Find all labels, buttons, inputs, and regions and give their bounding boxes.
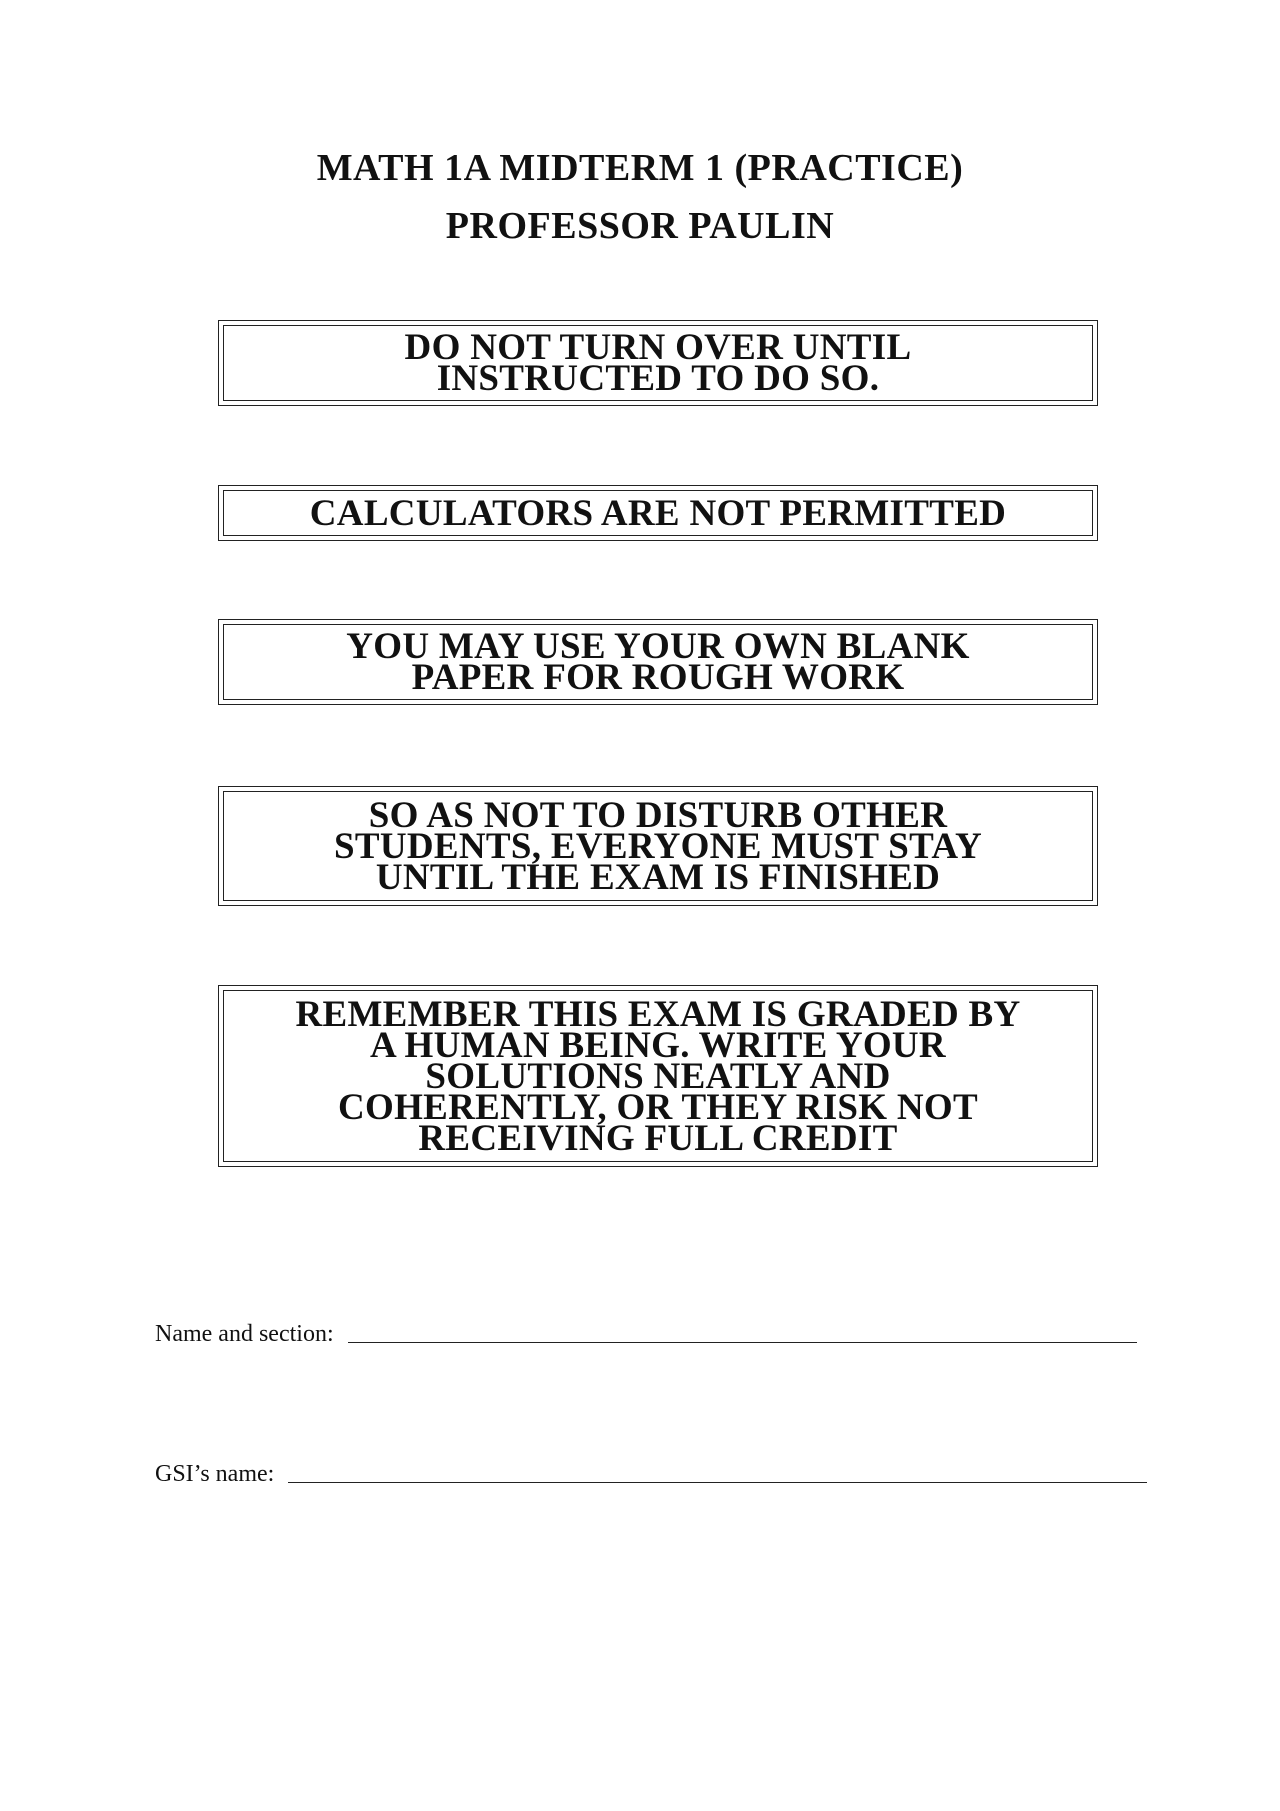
notice-line: INSTRUCTED TO DO SO. [436, 358, 880, 399]
professor-name: PROFESSOR PAULIN [445, 205, 835, 247]
notice-line: CALCULATORS ARE NOT PERMITTED [309, 492, 1007, 534]
notice-line: SOLUTIONS NEATLY AND [425, 1055, 891, 1097]
notice-line: UNTIL THE EXAM IS FINISHED [375, 856, 941, 898]
name-and-section-blank-line [348, 1342, 1137, 1343]
notice-box-inner [223, 990, 1093, 1162]
notice-line: A HUMAN BEING. WRITE YOUR [370, 1024, 946, 1066]
notice-line: REMEMBER THIS EXAM IS GRADED BY [295, 993, 1021, 1035]
notice-box-do-not-turn-over [218, 320, 1098, 406]
name-and-section-field [155, 1321, 1137, 1348]
exam-title: MATH 1A MIDTERM 1 (PRACTICE) [316, 147, 964, 189]
gsi-name-label: GSI’s name: [155, 1461, 275, 1487]
notice-box-inner [223, 325, 1093, 401]
notice-box-graded-by-human [218, 985, 1098, 1167]
notice-box-stay-until-finished [218, 786, 1098, 906]
gsi-name-blank-line [288, 1482, 1147, 1483]
notice-line: COHERENTLY, OR THEY RISK NOT [338, 1086, 978, 1128]
notice-line: PAPER FOR ROUGH WORK [411, 657, 905, 698]
notice-line: YOU MAY USE YOUR OWN BLANK [346, 626, 970, 667]
notice-line: SO AS NOT TO DISTURB OTHER [368, 794, 948, 836]
gsi-name-field [155, 1461, 1147, 1488]
notice-box-inner [223, 490, 1093, 536]
notice-line: STUDENTS, EVERYONE MUST STAY [334, 825, 982, 867]
name-and-section-label: Name and section: [155, 1321, 334, 1347]
notice-box-calculators [218, 485, 1098, 541]
notice-box-inner [223, 791, 1093, 901]
notice-line: DO NOT TURN OVER UNTIL [404, 327, 912, 368]
notice-box-inner [223, 624, 1093, 700]
notice-box-rough-work [218, 619, 1098, 705]
notice-line: RECEIVING FULL CREDIT [418, 1117, 898, 1159]
